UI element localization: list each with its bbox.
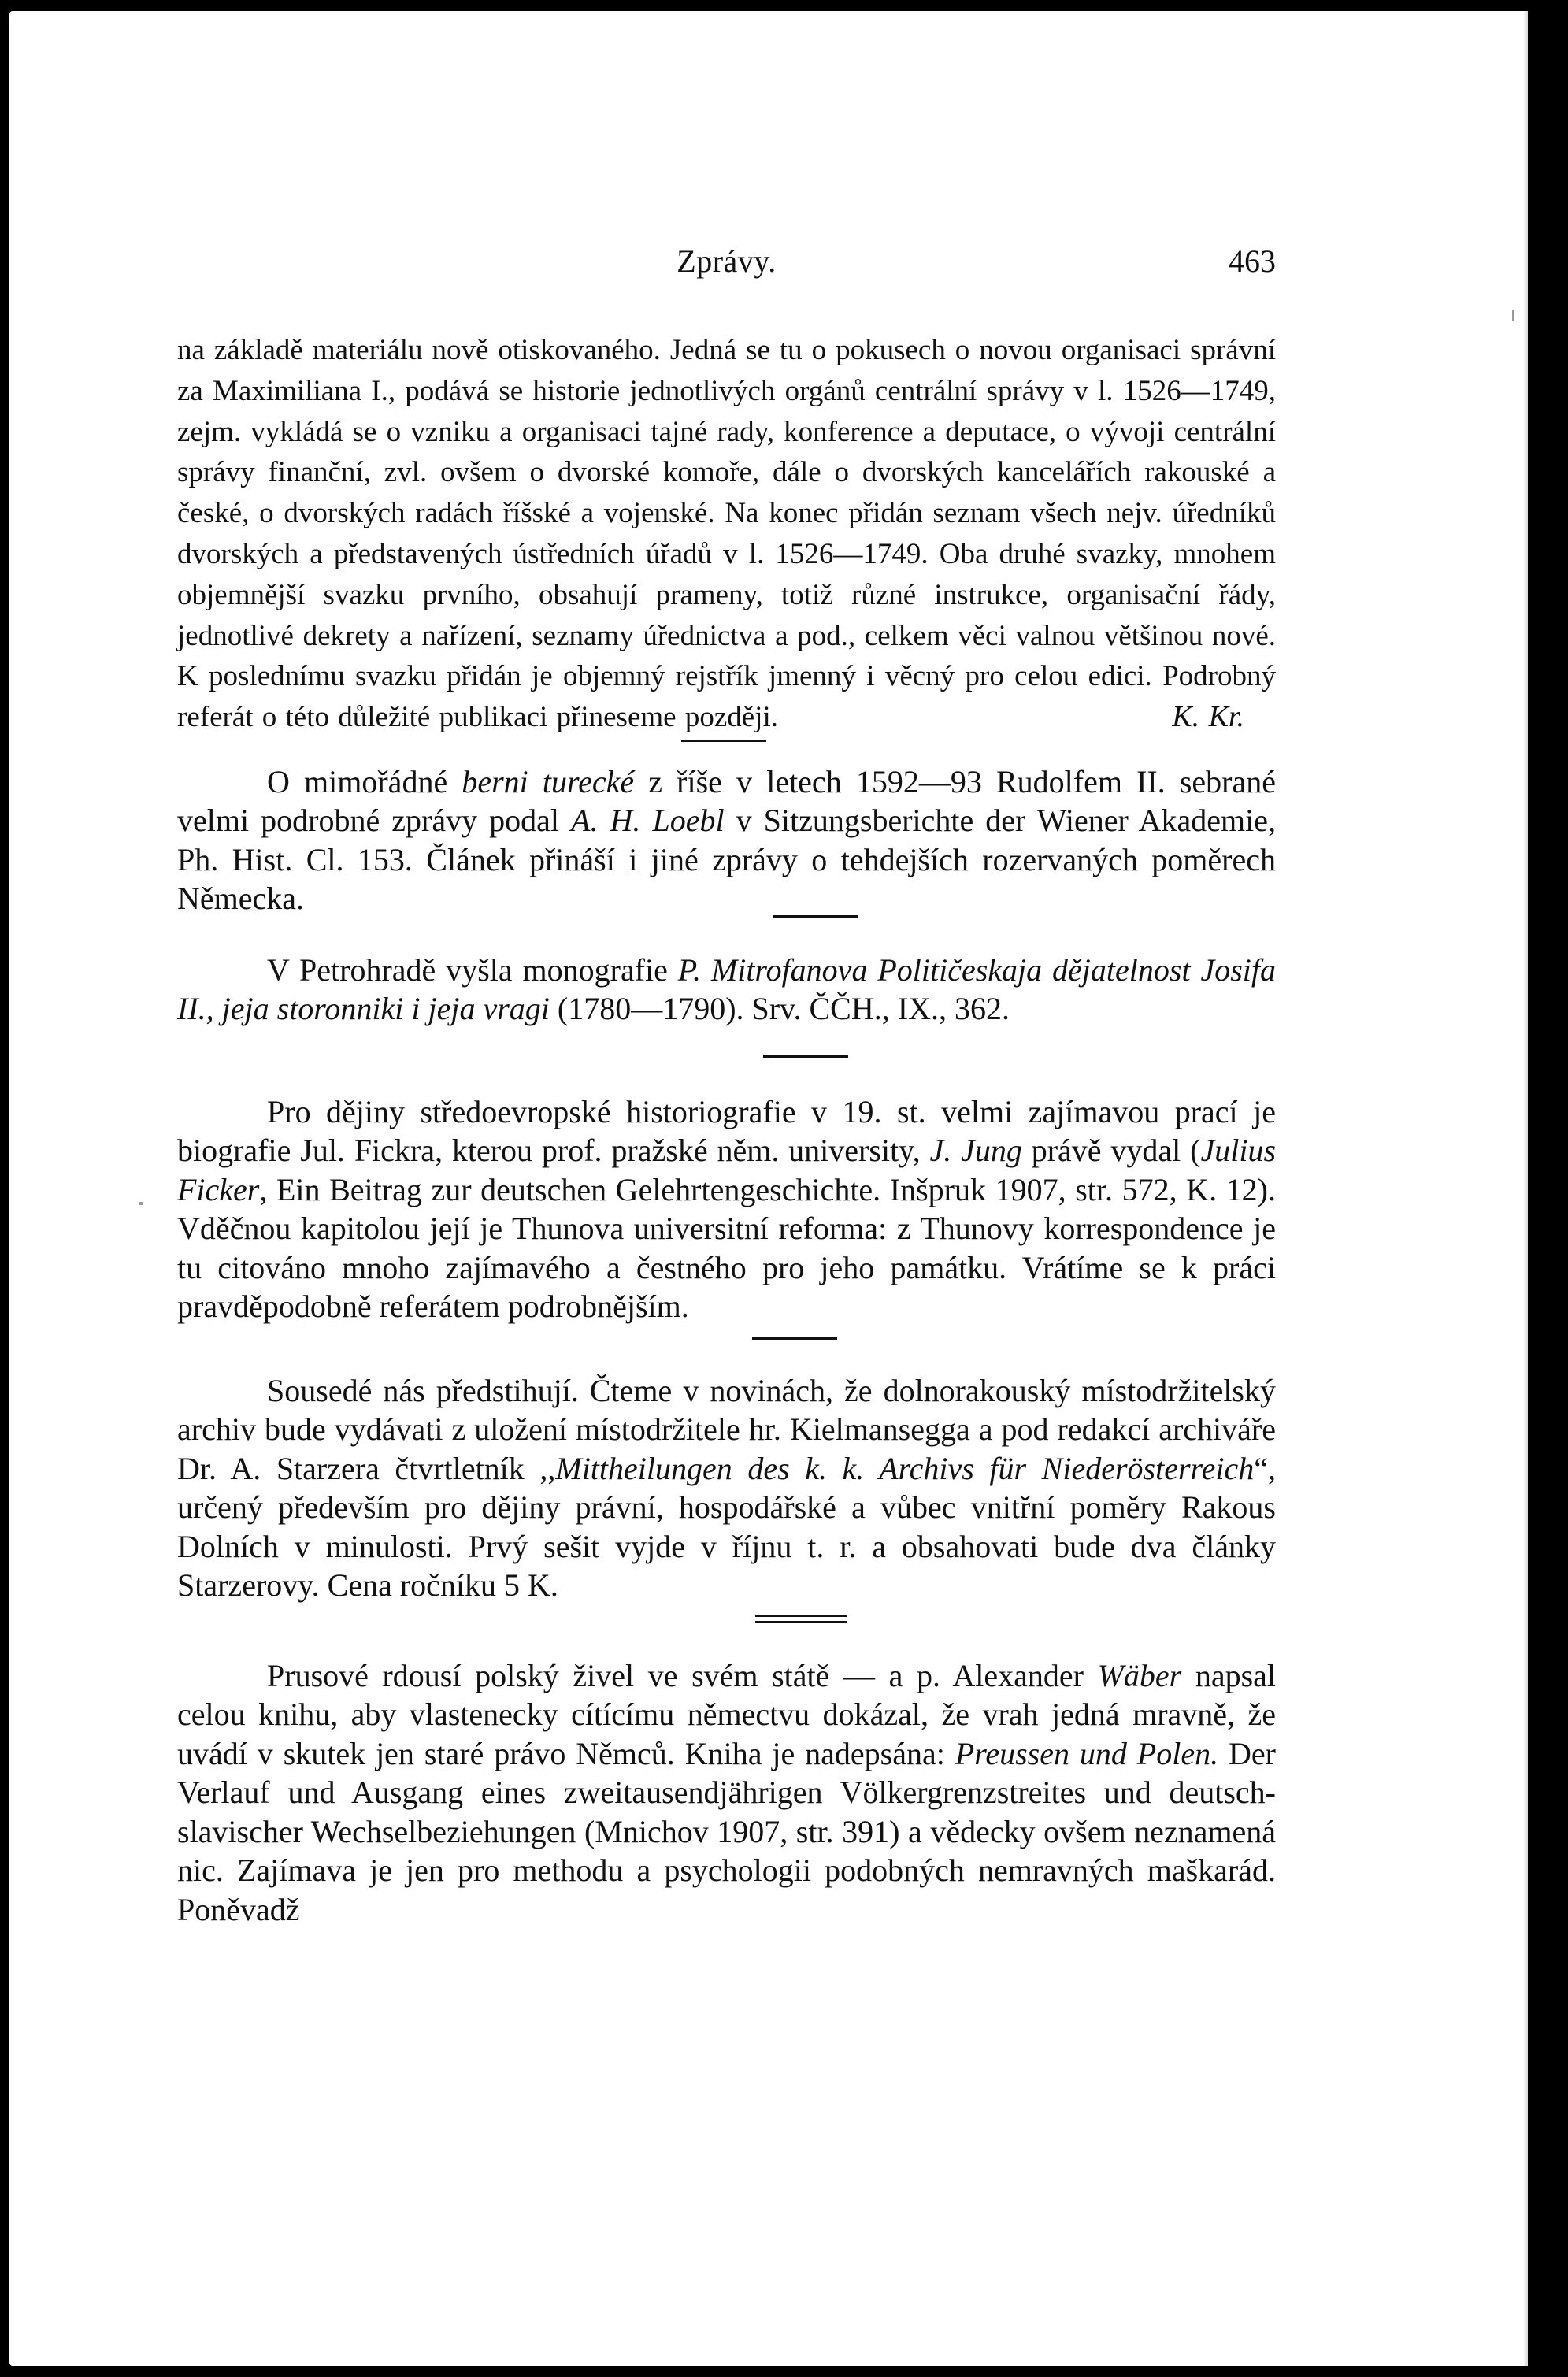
journal-title: Mittheilungen des k. k. Archivs für Niederösterreich [555,1450,1255,1486]
paragraph-archive-edition [177,330,1276,738]
paragraph-lower-austria-archive [177,1371,1276,1605]
author-name: Wäber [1097,1657,1182,1693]
section-divider [752,1337,837,1340]
text-run: právě vydal ( [1021,1133,1201,1169]
book-title: Julius Ficker [177,1133,1277,1207]
section-divider [681,740,766,742]
author-name: J. Jung [929,1133,1022,1169]
scan-speck [1512,310,1514,321]
page-body [177,330,1276,1929]
paragraph-ficker-biography [177,1092,1276,1326]
text-run: Pro dějiny středoevropské historiografie v 19. st. velmi zajímavou prací je biografie Jul. Fickra, kterou prof. pražské něm. university, [177,1093,1276,1169]
text-run: v Sitzungsberichte der Wiener Akademie, Ph. Hist. Cl. 153. Článek přináší i jiné zprávy o tehdejších rozervaných poměrech Německa. [177,803,1277,917]
paragraph-prussian-book [177,1656,1276,1930]
page-edge [1523,11,1528,2366]
text-run: , Ein Beitrag zur deutschen Gelehrtengeschichte. Inšpruk 1907, str. 572, K. 12). Vděčnou kapitolou její je Thunova universitní reforma: z Thunovy korrespondence je tu citováno mnoho zajímavého a čestného pro jeho památku. Vrátíme se k práci pravděpodobně referátem podrobnějším. [177,1171,1276,1325]
author-name: A. H. Loebl [571,803,725,839]
text-run: V Petrohradě vyšla monografie [267,951,678,988]
paragraph-petrograd-monograph [177,951,1276,1029]
text-run: Prusové rdousí polský živel ve svém státě — a p. Alexander [267,1657,1098,1693]
section-divider [773,915,858,918]
book-title: Preussen und Polen. [955,1735,1219,1771]
page-number: 463 [1229,243,1276,279]
page-sheet [9,11,1528,2366]
author-signature: K. Kr. [1172,700,1244,734]
paragraph-text: na základě materiálu nově otiskovaného. Jedná se tu o pokusech o novou organisaci správní za Maximiliana I., podává se historie jednotlivých orgánů centrální správy v l. 1526—1749, zejm. vykládá se o vzniku a organisaci tajné rady, konference a deputace, o vývoji centrální správy finanční, zvl. ovšem o dvorské komoře, dále o dvorských kancelářích rakouské a české, o dvorských radách říšské a vojenské. Na konec přidán seznam všech nejv. úředníků dvorských a představených ústředních úřadů v l. 1526—1749. Oba druhé svazky, mnohem objemnější svazku prvního, obsahují prameny, totiž různé instrukce, organisační řády, jednotlivé dekrety a nařízení, seznamy úřednictva a pod., celkem věci valnou většinou nové. K poslednímu svazku přidán je objemný rejstřík jmenný i věcný pro celou edici. Podrobný referát o této důležité publikaci přineseme později. [177,334,1276,734]
double-divider [755,1615,847,1623]
text-run: (1780—1790). Srv. ČČH., IX., 362. [549,991,1010,1027]
text-run: z říše v letech 1592—93 Rudolfem II. sebrané velmi podrobné zprávy podal [177,763,1277,839]
text-run: napsal celou knihu, aby vlastenecky cítícímu němectvu dokázal, že vrah jedná mravně, že uvádí v skutek jen staré právo Němců. Kniha je nadepsána: [177,1657,1277,1771]
page-header [177,243,1276,290]
book-title: P. Mitrofanova Političeskaja dějatelnost Josifa II., jeja storonniki i jeja vragi [177,951,1276,1027]
text-run: Sousedé nás předstihují. Čteme v novinách, že dolnorakouský místodržitelský archiv bude vydávati z uložení místodržitele hr. Kielmansegga a pod redakcí archiváře Dr. A. Starzera čtvrtletník ,, [177,1372,1276,1486]
text-run: O mimořádné [267,763,462,799]
running-title: Zprávy. [677,243,777,279]
text-run: Der Verlauf und Ausgang eines zweitausendjährigen Völkergrenzstreites und deutsch-slavischer Wechselbeziehungen (Mnichov 1907, str. 391) a vědecky ovšem neznamená nic. Zajímava je jen pro methodu a psychologii podobných nemravných maškarád. Poněvadž [177,1735,1276,1927]
paragraph-turkish-tax [177,762,1276,918]
scan-speck [139,1202,143,1205]
text-run: “, určený především pro dějiny právní, hospodářské a vůbec vnitřní poměry Rakous Dolních v minulosti. Prvý sešit vyjde v říjnu t. r. a obsahovati bude dva články Starzerovy. Cena ročníku 5 K. [177,1450,1277,1604]
italic-term: berni turecké [462,763,635,799]
section-divider [763,1055,848,1058]
